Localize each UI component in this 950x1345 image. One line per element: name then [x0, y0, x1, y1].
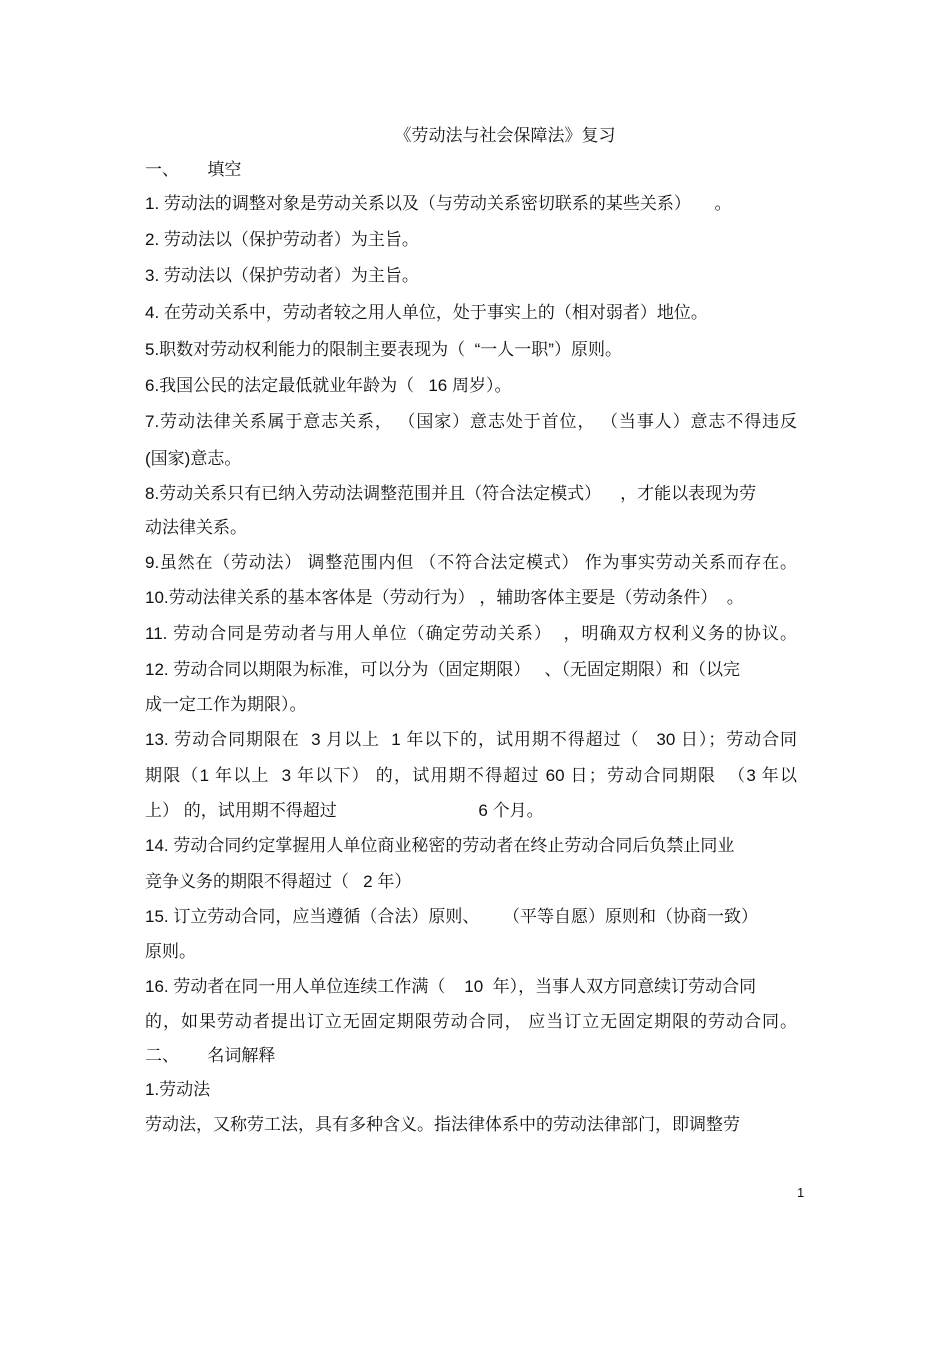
text-line: 4. 在劳动关系中，劳动者较之用人单位，处于事实上的（相对弱者）地位。 [145, 303, 708, 322]
text-line: 8.劳动关系只有已纳入劳动法调整范围并且（符合法定模式） ，才能以表现为劳 [145, 484, 757, 503]
text-line: 期限（1 年以上 3 年以下） 的，试用期不得超过 60 日；劳动合同期限 （3 年以 [145, 766, 797, 785]
text-line: 劳动法，又称劳工法，具有多种含义。指法律体系中的劳动法律部门，即调整劳 [145, 1115, 740, 1134]
text-line: 14. 劳动合同约定掌握用人单位商业秘密的劳动者在终止劳动合同后负禁止同业 [145, 836, 735, 855]
text-line: 16. 劳动者在同一用人单位连续工作满（ 10 年），当事人双方同意续订劳动合同 [145, 977, 757, 996]
text-line: 13. 劳动合同期限在 3 月以上 1 年以下的，试用期不得超过（ 30 日）；劳动合同 [145, 730, 797, 749]
section-heading: 二、 名词解释 [145, 1046, 276, 1065]
text-line: 上） 的，试用期不得超过 6 个月。 [145, 801, 544, 820]
text-line: 6.我国公民的法定最低就业年龄为（ 16 周岁）。 [145, 376, 512, 395]
text-line: 原则。 [145, 942, 196, 961]
text-line: 成一定工作为期限）。 [145, 695, 307, 714]
text-line: 竞争义务的期限不得超过（ 2 年） [145, 872, 412, 891]
text-line: 12. 劳动合同以期限为标准，可以分为（固定期限） 、（无固定期限）和（以完 [145, 660, 741, 679]
document-title: 《劳动法与社会保障法》复习 [394, 126, 616, 145]
text-line: 10.劳动法律关系的基本客体是（劳动行为） ，辅助客体主要是（劳动条件） 。 [145, 588, 744, 607]
text-line: 的，如果劳动者提出订立无固定期限劳动合同， 应当订立无固定期限的劳动合同。 [145, 1012, 797, 1031]
text-line: 15. 订立劳动合同，应当遵循（合法）原则、 （平等自愿）原则和（协商一致） [145, 907, 758, 926]
text-line: 1.劳动法 [145, 1080, 211, 1099]
text-line: 1. 劳动法的调整对象是劳动关系以及（与劳动关系密切联系的某些关系） 。 [145, 194, 732, 213]
text-line: 7.劳动法律关系属于意志关系， （国家）意志处于首位， （当事人）意志不得违反 [145, 412, 797, 431]
text-line: 3. 劳动法以（保护劳动者）为主旨。 [145, 266, 419, 285]
text-line: 5.职数对劳动权利能力的限制主要表现为（ “一人一职”）原则。 [145, 340, 622, 359]
section-heading: 一、 填空 [145, 160, 242, 179]
text-line: 2. 劳动法以（保护劳动者）为主旨。 [145, 230, 419, 249]
text-line: 9.虽然在（劳动法） 调整范围内但 （不符合法定模式） 作为事实劳动关系而存在。 [145, 553, 797, 572]
text-line: 11. 劳动合同是劳动者与用人单位（确定劳动关系） ，明确双方权利义务的协议。 [145, 624, 797, 643]
text-line: 动法律关系。 [145, 518, 247, 537]
text-line: (国家)意志。 [145, 449, 242, 468]
page-number: 1 [797, 1185, 805, 1200]
